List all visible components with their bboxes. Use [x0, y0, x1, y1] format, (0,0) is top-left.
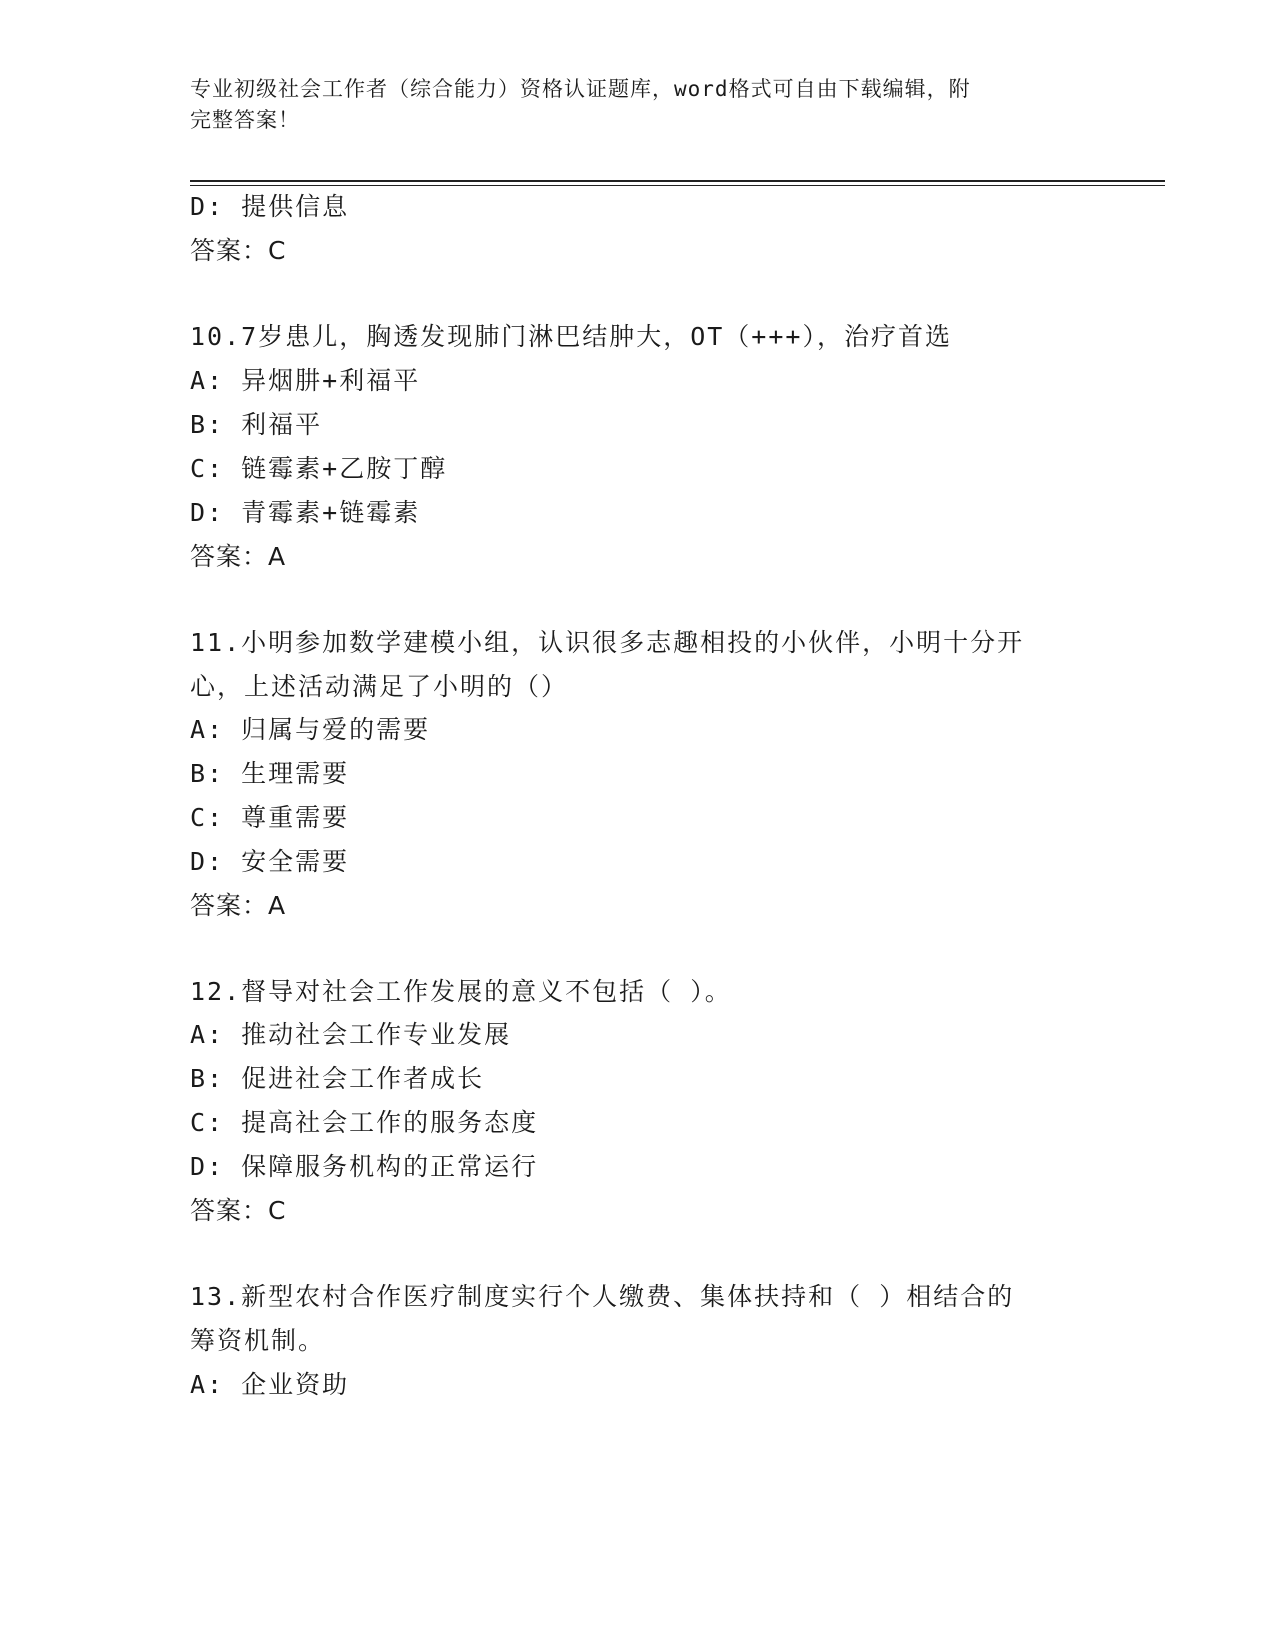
q10-option-c: C: 链霉素+乙胺丁醇: [190, 454, 448, 483]
header-line-2: 完整答案！: [190, 108, 300, 132]
q11-answer: 答案：A: [190, 891, 287, 920]
q12-stem: 12.督导对社会工作发展的意义不包括（ ）。: [190, 977, 732, 1006]
prev-answer: 答案：C: [190, 236, 287, 265]
q11-stem-line-1: 11.小明参加数学建模小组，认识很多志趣相投的小伙伴，小明十分开: [190, 628, 1025, 657]
header-line-1: 专业初级社会工作者（综合能力）资格认证题库，word格式可自由下载编辑，附: [190, 77, 971, 101]
header-divider-thick: [190, 180, 1165, 182]
q10-answer: 答案：A: [190, 542, 287, 571]
q12-option-d: D: 保障服务机构的正常运行: [190, 1152, 539, 1181]
prev-option-d: D: 提供信息: [190, 192, 350, 221]
q11-stem-line-2: 心，上述活动满足了小明的（）: [190, 672, 569, 701]
q13-stem-line-1: 13.新型农村合作医疗制度实行个人缴费、集体扶持和（ ）相结合的: [190, 1282, 1015, 1311]
q12-answer: 答案：C: [190, 1196, 287, 1225]
q10-option-a: A: 异烟肼+利福平: [190, 366, 421, 395]
q13-option-a: A: 企业资助: [190, 1370, 350, 1399]
document-header: [190, 74, 1090, 136]
q12-option-c: C: 提高社会工作的服务态度: [190, 1108, 539, 1137]
q10-stem: 10.7岁患儿，胸透发现肺门淋巴结肿大，OT（+++），治疗首选: [190, 322, 952, 351]
q11-option-c: C: 尊重需要: [190, 803, 350, 832]
header-divider-thin: [190, 185, 1165, 186]
q11-option-b: B: 生理需要: [190, 759, 350, 788]
q10-option-d: D: 青霉素+链霉素: [190, 498, 421, 527]
q12-option-b: B: 促进社会工作者成长: [190, 1064, 485, 1093]
q11-option-a: A: 归属与爱的需要: [190, 715, 431, 744]
q13-stem-line-2: 筹资机制。: [190, 1326, 326, 1355]
q10-option-b: B: 利福平: [190, 410, 323, 439]
q12-option-a: A: 推动社会工作专业发展: [190, 1020, 512, 1049]
q11-option-d: D: 安全需要: [190, 847, 350, 876]
